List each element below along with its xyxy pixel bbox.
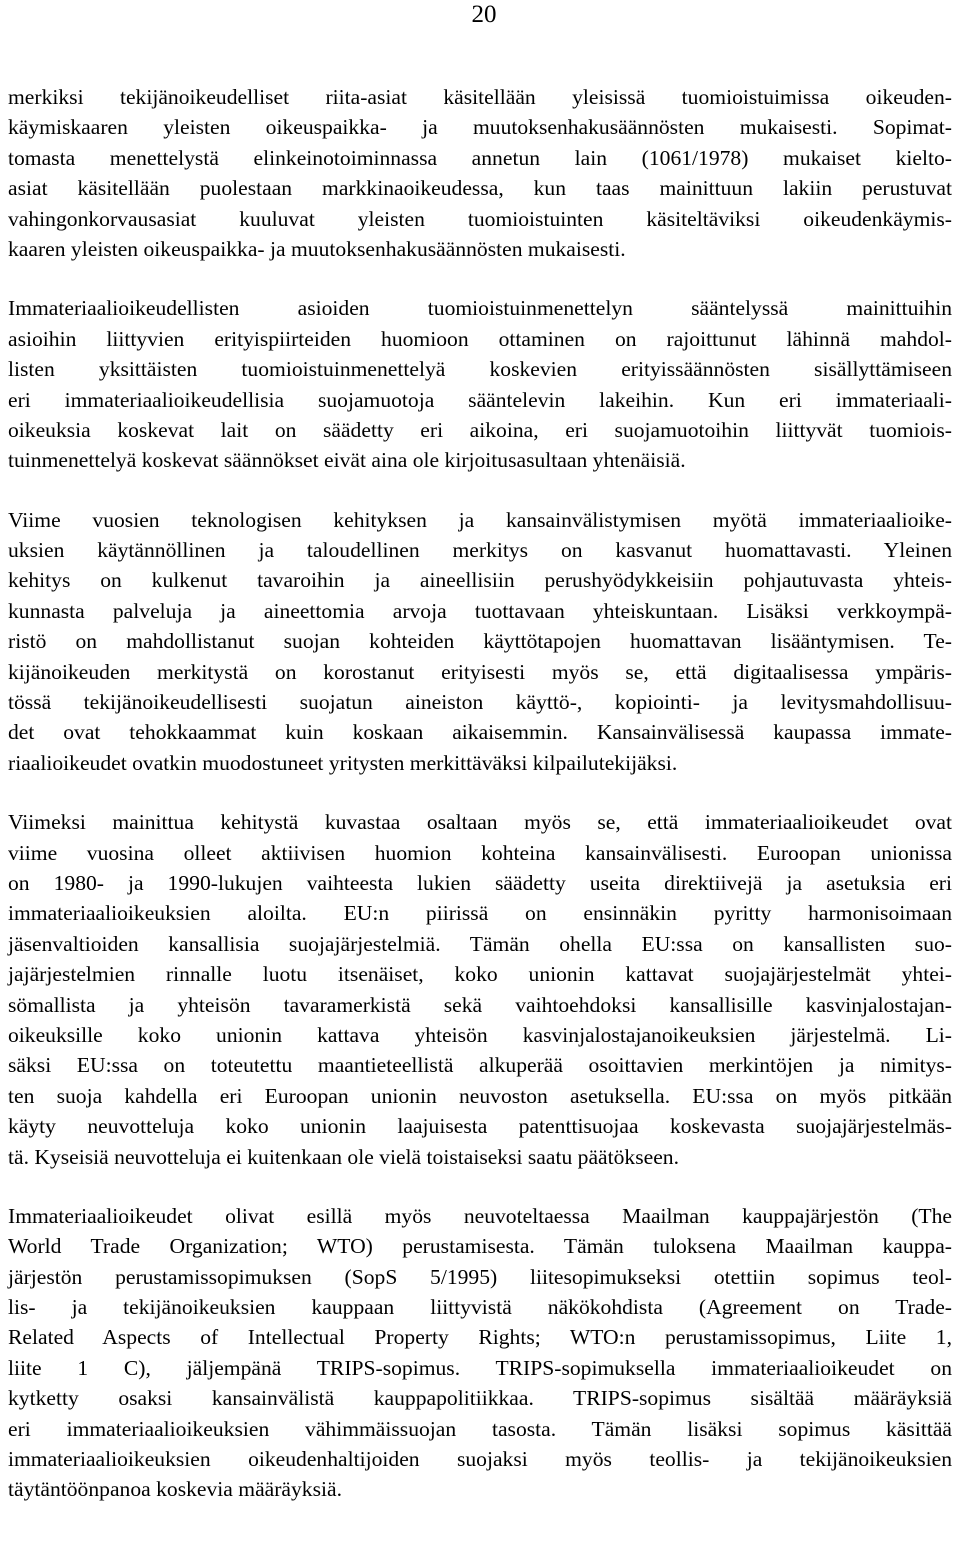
text-line: jajärjestelmien rinnalle luotu itsenäiset, koko unionin kattavat suojajärjestelmät yhtei-	[8, 962, 952, 987]
text-line: sömallista ja yhteisön tavaramerkistä sekä vaihtoehdoksi kansallisille kasvinjalostajan-	[8, 992, 952, 1017]
text-line: immateriaalioikeuksien aloilta. EU:n piirissä on ensinnäkin pyritty harmonisoimaan	[8, 901, 952, 926]
text-line: ten suoja kahdella eri Euroopan unionin neuvoston asetuksella. EU:ssa on myös pitkään	[8, 1083, 952, 1108]
text-line: oikeuksia koskevat lait on säädetty eri aikoina, eri suojamuotoihin liittyvät tuomiois-	[8, 417, 952, 442]
text-line: tuinmenettelyä koskevat säännökset eivät aina ole kirjoitusasultaan yhtenäisiä.	[8, 448, 686, 473]
text-line: Viimeksi mainittua kehitystä kuvastaa osaltaan myös se, että immateriaalioikeudet ovat	[8, 810, 952, 835]
text-line: kaaren yleisten oikeuspaikka- ja muutoksenhakusäännösten mukaisesti.	[8, 236, 626, 261]
text-line: listen yksittäisten tuomioistuinmenettelyä koskevien erityissäännösten sisällyttämiseen	[8, 357, 952, 382]
text-line: det ovat tehokkaammat kuin koskaan aikaisemmin. Kansainvälisessä kaupassa immate-	[8, 720, 952, 745]
text-line: tomasta menettelystä elinkeinotoiminnassa annetun lain (1061/1978) mukaiset kielto-	[8, 145, 952, 170]
page-number: 20	[471, 1, 497, 28]
text-line: on 1980- ja 1990-lukujen vaihteesta lukien säädetty useita direktiivejä ja asetuksia eri	[8, 870, 952, 895]
text-line: asioihin liittyvien erityispiirteiden huomioon ottaminen on rajoittunut lähinnä mahdol-	[8, 326, 952, 351]
text-line: Immateriaalioikeudet olivat esillä myös neuvoteltaessa Maailman kauppajärjestön (The	[8, 1203, 952, 1228]
text-line: täytäntöönpanoa koskevia määräyksiä.	[8, 1477, 342, 1502]
text-line: kijänoikeuden merkitystä on korostanut erityisesti myös se, että digitaalisessa ympäris-	[8, 659, 952, 684]
text-line: kehitys on kulkenut tavaroihin ja aineellisiin perushyödykkeisiin pohjautuvasta yhteis-	[8, 568, 952, 593]
text-line: merkiksi tekijänoikeudelliset riita-asiat käsitellään yleisissä tuomioistuimissa oikeuden-	[8, 85, 952, 109]
text-line: kunnasta palveluja ja aineettomia arvoja tuottavaan yhteiskuntaan. Lisäksi verkkoympä-	[8, 598, 952, 623]
text-line: World Trade Organization; WTO) perustamisesta. Tämän tuloksena Maailman kauppa-	[8, 1234, 952, 1259]
paragraph-2	[8, 293, 952, 475]
text-line: viime vuosina olleet aktiivisen huomion kohteina kansainvälisesti. Euroopan unionissa	[8, 840, 952, 865]
text-line: oikeuksille koko unionin kattava yhteisön kasvinjalostajanoikeuksien järjestelmä. Li-	[8, 1022, 952, 1047]
text-line: käymiskaaren yleisten oikeuspaikka- ja muutoksenhakusäännösten mukaisesti. Sopimat-	[8, 115, 952, 140]
text-line: asiat käsitellään puolestaan markkinaoikeudessa, kun taas mainittuun lakiin perustuvat	[8, 176, 952, 201]
text-line: ristö on mahdollistanut suojan kohteiden käyttötapojen huomattavan lisääntymisen. Te-	[8, 629, 952, 654]
text-line: Immateriaalioikeudellisten asioiden tuomioistuinmenettelyn sääntelyssä mainittuihin	[8, 296, 952, 321]
paragraph-1	[8, 82, 952, 264]
text-line: eri immateriaalioikeudellisia suojamuotoja sääntelevin lakeihin. Kun eri immateriaali-	[8, 387, 952, 412]
text-line: säksi EU:ssa on toteutettu maantieteellistä alkuperää osoittavien merkintöjen ja nimitys-	[8, 1053, 952, 1078]
text-line: uksien käytännöllinen ja taloudellinen merkitys on kasvanut huomattavasti. Yleinen	[8, 538, 952, 563]
text-line: liite 1 C), jäljempänä TRIPS-sopimus. TRIPS-sopimuksella immateriaalioikeudet on	[8, 1355, 952, 1380]
text-line: tössä tekijänoikeudellisesti suojatun aineiston käyttö-, kopiointi- ja levitysmahdollisuu-	[8, 690, 952, 715]
text-line: eri immateriaalioikeuksien vähimmäissuojan tasosta. Tämän lisäksi sopimus käsittää	[8, 1416, 952, 1441]
text-line: tä. Kyseisiä neuvotteluja ei kuitenkaan ole vielä toistaiseksi saatu päätökseen.	[8, 1144, 679, 1169]
text-line: Related Aspects of Intellectual Property Rights; WTO:n perustamissopimus, Liite 1,	[8, 1325, 952, 1350]
text-line: jäsenvaltioiden kansallisia suojajärjestelmiä. Tämän ohella EU:ssa on kansallisten suo-	[8, 931, 952, 956]
text-line: lis- ja tekijänoikeuksien kauppaan liittyvistä näkökohdista (Agreement on Trade-	[8, 1295, 952, 1320]
text-line: Viime vuosien teknologisen kehityksen ja kansainvälistymisen myötä immateriaalioike-	[8, 507, 952, 532]
text-line: immateriaalioikeuksien oikeudenhaltijoiden suojaksi myös teollis- ja tekijänoikeuksien	[8, 1447, 952, 1472]
paragraph-4	[8, 807, 952, 1172]
document-body	[8, 82, 952, 1534]
text-line: kytketty osaksi kansainvälistä kauppapolitiikkaa. TRIPS-sopimus sisältää määräyksiä	[8, 1386, 952, 1411]
paragraph-3	[8, 505, 952, 779]
text-line: vahingonkorvausasiat kuuluvat yleisten tuomioistuinten käsiteltäviksi oikeudenkäymis-	[8, 206, 952, 231]
text-line: järjestön perustamissopimuksen (SopS 5/1995) liitesopimukseksi otettiin sopimus teol-	[8, 1264, 952, 1289]
paragraph-5	[8, 1201, 952, 1505]
text-line: käyty neuvotteluja koko unionin laajuisesta patenttisuojaa koskevasta suojajärjestelmäs-	[8, 1114, 952, 1139]
text-line: riaalioikeudet ovatkin muodostuneet yritysten merkittäväksi kilpailutekijäksi.	[8, 750, 678, 775]
